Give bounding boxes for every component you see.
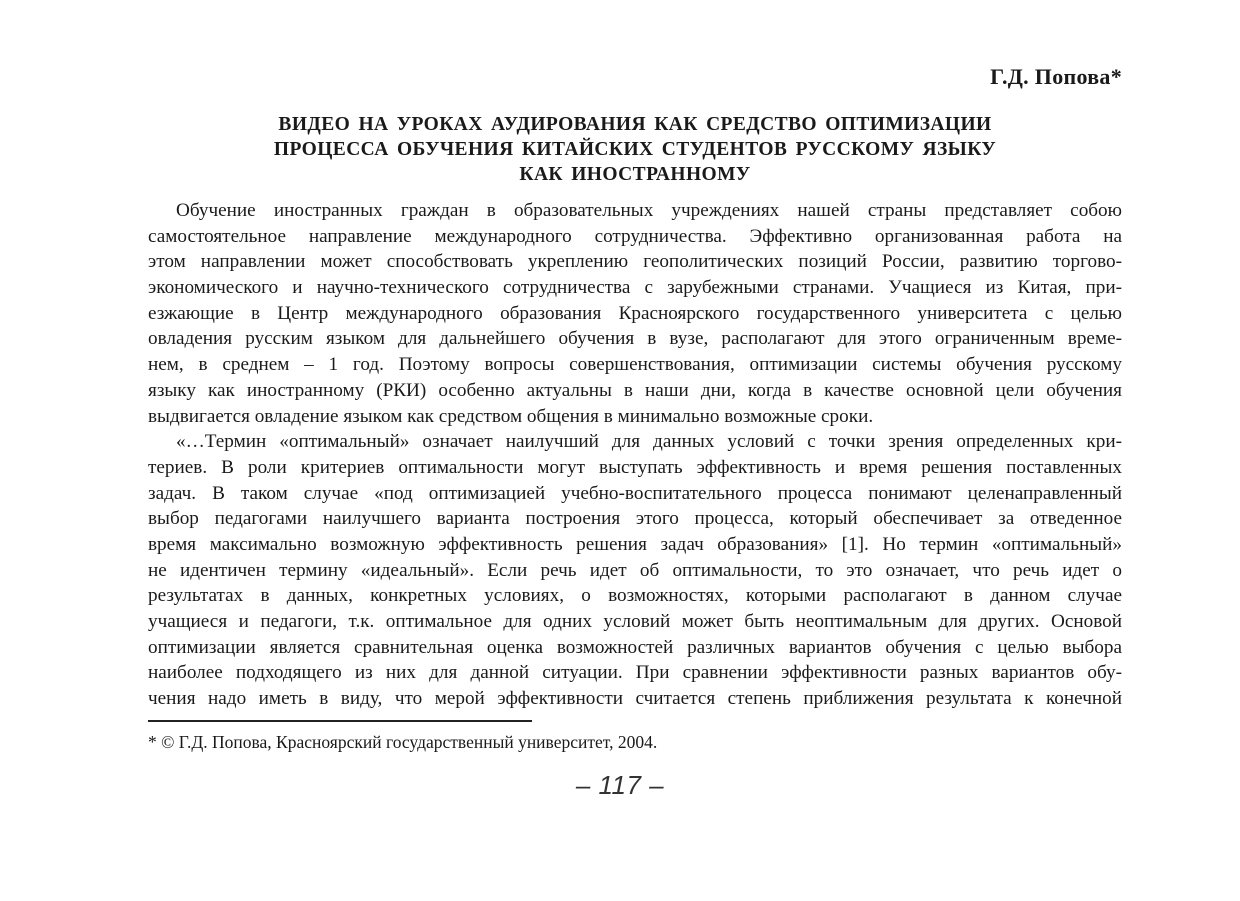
page-number: – 117 – (575, 770, 665, 800)
body-line: выдвигается овладение языком как средством общения в минимально возможные сроки. (148, 405, 874, 427)
body-line: время максимально возможную эффективность решения задач образования» [1]. Но термин «оптимальный» (148, 533, 1122, 555)
body-line: Обучение иностранных граждан в образовательных учреждениях нашей страны представляет собою (176, 200, 1122, 221)
title-line: ВИДЕО НА УРОКАХ АУДИРОВАНИЯ КАК СРЕДСТВО ОПТИМИЗАЦИИ (278, 114, 992, 135)
title-line: КАК ИНОСТРАННОМУ (519, 164, 751, 185)
body-line: учащиеся и педагоги, т.к. оптимальное для одних условий может быть неоптимальным для других. Основой (148, 611, 1122, 632)
body-line: езжающие в Центр международного образования Красноярского государственного университета с целью (148, 302, 1122, 324)
body-line: наиболее подходящего из них для данной ситуации. При сравнении эффективности разных вариантов обу- (148, 662, 1122, 684)
body-line: «…Термин «оптимальный» означает наилучший для данных условий с точки зрения определенных кри- (176, 431, 1122, 453)
body-line: чения надо иметь в виду, что мерой эффективности считается степень приближения результата к конечной (148, 688, 1122, 710)
article-title (148, 112, 1122, 187)
body-line: териев. В роли критериев оптимальности могут выступать эффективность и время решения поставленных (148, 456, 1122, 478)
footnote-divider (148, 720, 532, 722)
body-line: задач. В таком случае «под оптимизацией учебно-воспитательного процесса понимают целенаправленный (148, 482, 1122, 504)
body-line: овладения русским языком для дальнейшего обучения в вузе, располагают для этого ограниченным време- (148, 328, 1122, 350)
body-line: результатах в данных, конкретных условиях, о возможностях, которыми располагают в данном случае (148, 585, 1122, 607)
footnote: * © Г.Д. Попова, Красноярский государственный университет, 2004. (148, 732, 658, 752)
body-line: нем, в среднем – 1 год. Поэтому вопросы совершенствования, оптимизации системы обучения русскому (148, 354, 1122, 376)
author-name: Г.Д. Попова* (990, 64, 1122, 89)
article-body (148, 198, 1122, 712)
body-line: этом направлении может способствовать укреплению геополитических позиций России, развитию торгово- (148, 251, 1122, 273)
body-line: языку как иностранному (РКИ) особенно актуальны в наши дни, когда в качестве основной цели обучения (148, 379, 1122, 401)
body-line: оптимизации является сравнительная оценка возможностей различных вариантов обучения с целью выбора (148, 636, 1122, 658)
body-line: экономического и научно-технического сотрудничества с зарубежными странами. Учащиеся из Китая, при- (148, 277, 1122, 299)
title-line: ПРОЦЕССА ОБУЧЕНИЯ КИТАЙСКИХ СТУДЕНТОВ РУССКОМУ ЯЗЫКУ (273, 139, 997, 160)
body-line: самостоятельное направление международного сотрудничества. Эффективно организованная работа на (148, 225, 1122, 247)
body-line: выбор педагогами наилучшего варианта построения этого процесса, который обеспечивает за отведенное (148, 508, 1122, 530)
body-line: не идентичен термину «идеальный». Если речь идет об оптимальности, то это означает, что речь идет о (148, 559, 1122, 581)
